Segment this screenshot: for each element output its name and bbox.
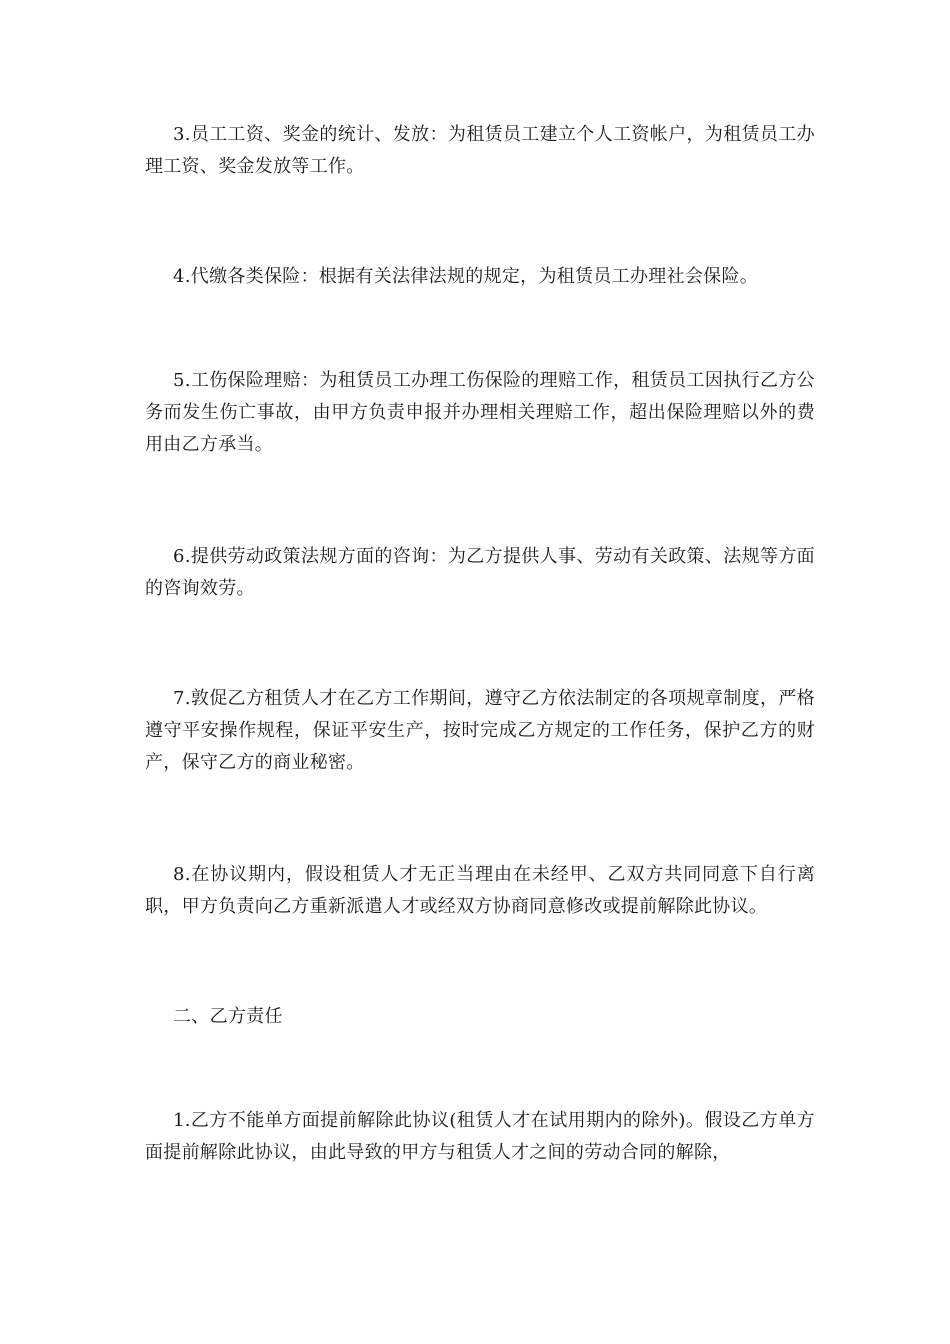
- section-heading-party-b-duties: 二、乙方责任: [173, 1006, 283, 1027]
- paragraph-item-7-supervision: 7.敦促乙方租赁人才在乙方工作期间，遵守乙方依法制定的各项规章制度，严格遵守平安操作规程，保证平安生产，按时完成乙方规定的工作任务，保护乙方的财产，保守乙方的商业秘密。: [145, 688, 815, 773]
- paragraph-item-6-consulting: 6.提供劳动政策法规方面的咨询：为乙方提供人事、劳动有关政策、法规等方面的咨询效劳。: [145, 546, 815, 599]
- paragraph-item-1-termination: 1.乙方不能单方面提前解除此协议(租赁人才在试用期内的除外)。假设乙方单方面提前解除此协议，由此导致的甲方与租赁人才之间的劳动合同的解除，: [145, 1110, 815, 1163]
- paragraph-item-8-resignation: 8.在协议期内，假设租赁人才无正当理由在未经甲、乙双方共同同意下自行离职，甲方负责向乙方重新派遣人才或经双方协商同意修改或提前解除此协议。: [145, 864, 815, 917]
- paragraph-item-3-salary: 3.员工工资、奖金的统计、发放：为租赁员工建立个人工资帐户，为租赁员工办理工资、奖金发放等工作。: [145, 124, 815, 177]
- paragraph-item-5-injury-claims: 5.工伤保险理赔：为租赁员工办理工伤保险的理赔工作，租赁员工因执行乙方公务而发生伤亡事故，由甲方负责申报并办理相关理赔工作，超出保险理赔以外的费用由乙方承当。: [145, 370, 815, 455]
- paragraph-item-4-insurance: 4.代缴各类保险：根据有关法律法规的规定，为租赁员工办理社会保险。: [173, 266, 759, 287]
